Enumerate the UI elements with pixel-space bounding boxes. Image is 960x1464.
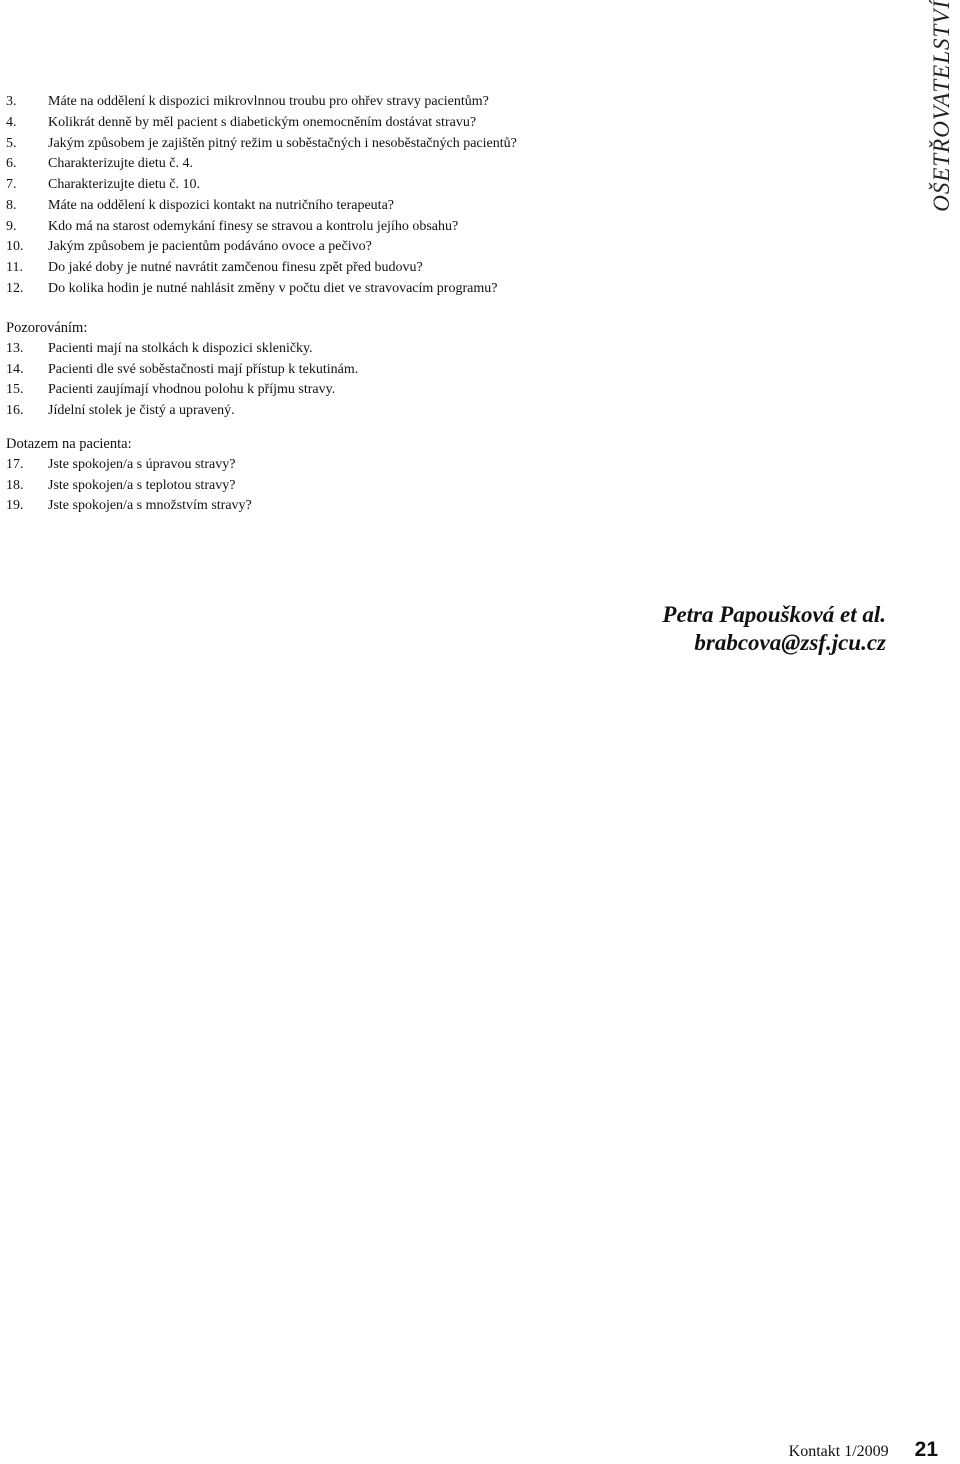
- question-text: Pacienti dle své soběstačnosti mají přístup k tekutinám.: [48, 361, 359, 377]
- list-item: [6, 92, 517, 113]
- question-number: 18.: [6, 477, 24, 493]
- question-text: Do kolika hodin je nutné nahlásit změny v počtu diet ve stravovacím programu?: [48, 280, 498, 296]
- question-number: 11.: [6, 260, 23, 275]
- page-footer: [789, 1438, 938, 1462]
- list-item: [6, 134, 517, 155]
- author-signature: [662, 601, 886, 657]
- list-item: [6, 476, 252, 497]
- observation-section: [6, 318, 358, 422]
- questionnaire-questions: [6, 92, 517, 300]
- question-number: 9.: [6, 218, 17, 234]
- question-text: Máte na oddělení k dispozici kontakt na nutričního terapeuta?: [48, 197, 394, 213]
- question-text: Do jaké doby je nutné navrátit zamčenou finesu zpět před budovu?: [48, 260, 423, 275]
- question-number: 4.: [6, 114, 17, 130]
- question-number: 14.: [6, 361, 24, 377]
- question-number: 13.: [6, 340, 24, 356]
- page-number: 21: [914, 1438, 938, 1461]
- list-item: [6, 154, 517, 175]
- question-text: Pacienti zaujímají vhodnou polohu k příjmu stravy.: [48, 382, 336, 398]
- section-heading: Dotazem na pacienta:: [6, 436, 132, 452]
- observation-list: [6, 339, 358, 422]
- question-text: Jste spokojen/a s úpravou stravy?: [48, 456, 236, 472]
- question-number: 6.: [6, 156, 17, 172]
- list-item: [6, 217, 517, 238]
- list-item: [6, 175, 517, 196]
- question-text: Kolikrát denně by měl pacient s diabetickým onemocněním dostávat stravu?: [48, 114, 477, 130]
- list-item: [6, 380, 358, 401]
- patient-questions-section: [6, 434, 252, 517]
- question-text: Máte na oddělení k dispozici mikrovlnnou troubu pro ohřev stravy pacientům?: [48, 94, 489, 109]
- question-text: Kdo má na starost odemykání finesy se stravou a kontrolu jejího obsahu?: [48, 218, 459, 234]
- list-item: [6, 339, 358, 360]
- question-text: Jídelní stolek je čistý a upravený.: [48, 403, 235, 418]
- list-item: [6, 113, 517, 134]
- journal-issue: Kontakt 1/2009: [788, 1443, 889, 1460]
- author-email: brabcova@zsf.jcu.cz: [694, 630, 886, 655]
- question-number: 5.: [6, 135, 17, 151]
- list-item: [6, 401, 358, 422]
- list-item: [6, 496, 252, 517]
- question-text: Charakterizujte dietu č. 10.: [48, 177, 200, 192]
- question-number: 3.: [6, 94, 17, 109]
- list-item: [6, 237, 517, 258]
- patient-question-list: [6, 455, 252, 517]
- list-item: [6, 455, 252, 476]
- question-number: 15.: [6, 382, 24, 398]
- author-name: Petra Papoušková et al.: [662, 602, 886, 627]
- question-text: Jakým způsobem je zajištěn pitný režim u soběstačných i nesoběstačných pacientů?: [48, 135, 517, 151]
- section-heading: Pozorováním:: [6, 320, 88, 336]
- question-text: Jste spokojen/a s množstvím stravy?: [48, 498, 252, 514]
- question-list: [6, 92, 517, 300]
- question-text: Jste spokojen/a s teplotou stravy?: [48, 477, 236, 493]
- question-text: Pacienti mají na stolkách k dispozici skleničky.: [48, 340, 313, 356]
- section-side-label: OŠETŘOVATELSTVÍ: [929, 0, 954, 212]
- list-item: [6, 360, 358, 381]
- question-text: Jakým způsobem je pacientům podáváno ovoce a pečivo?: [48, 239, 372, 255]
- question-number: 19.: [6, 498, 24, 514]
- question-number: 12.: [6, 280, 24, 296]
- list-item: [6, 279, 517, 300]
- list-item: [6, 196, 517, 217]
- question-number: 16.: [6, 403, 24, 418]
- list-item: [6, 258, 517, 279]
- question-number: 17.: [6, 456, 24, 472]
- question-number: 7.: [6, 177, 17, 192]
- question-text: Charakterizujte dietu č. 4.: [48, 156, 193, 172]
- question-number: 10.: [6, 239, 24, 255]
- question-number: 8.: [6, 197, 17, 213]
